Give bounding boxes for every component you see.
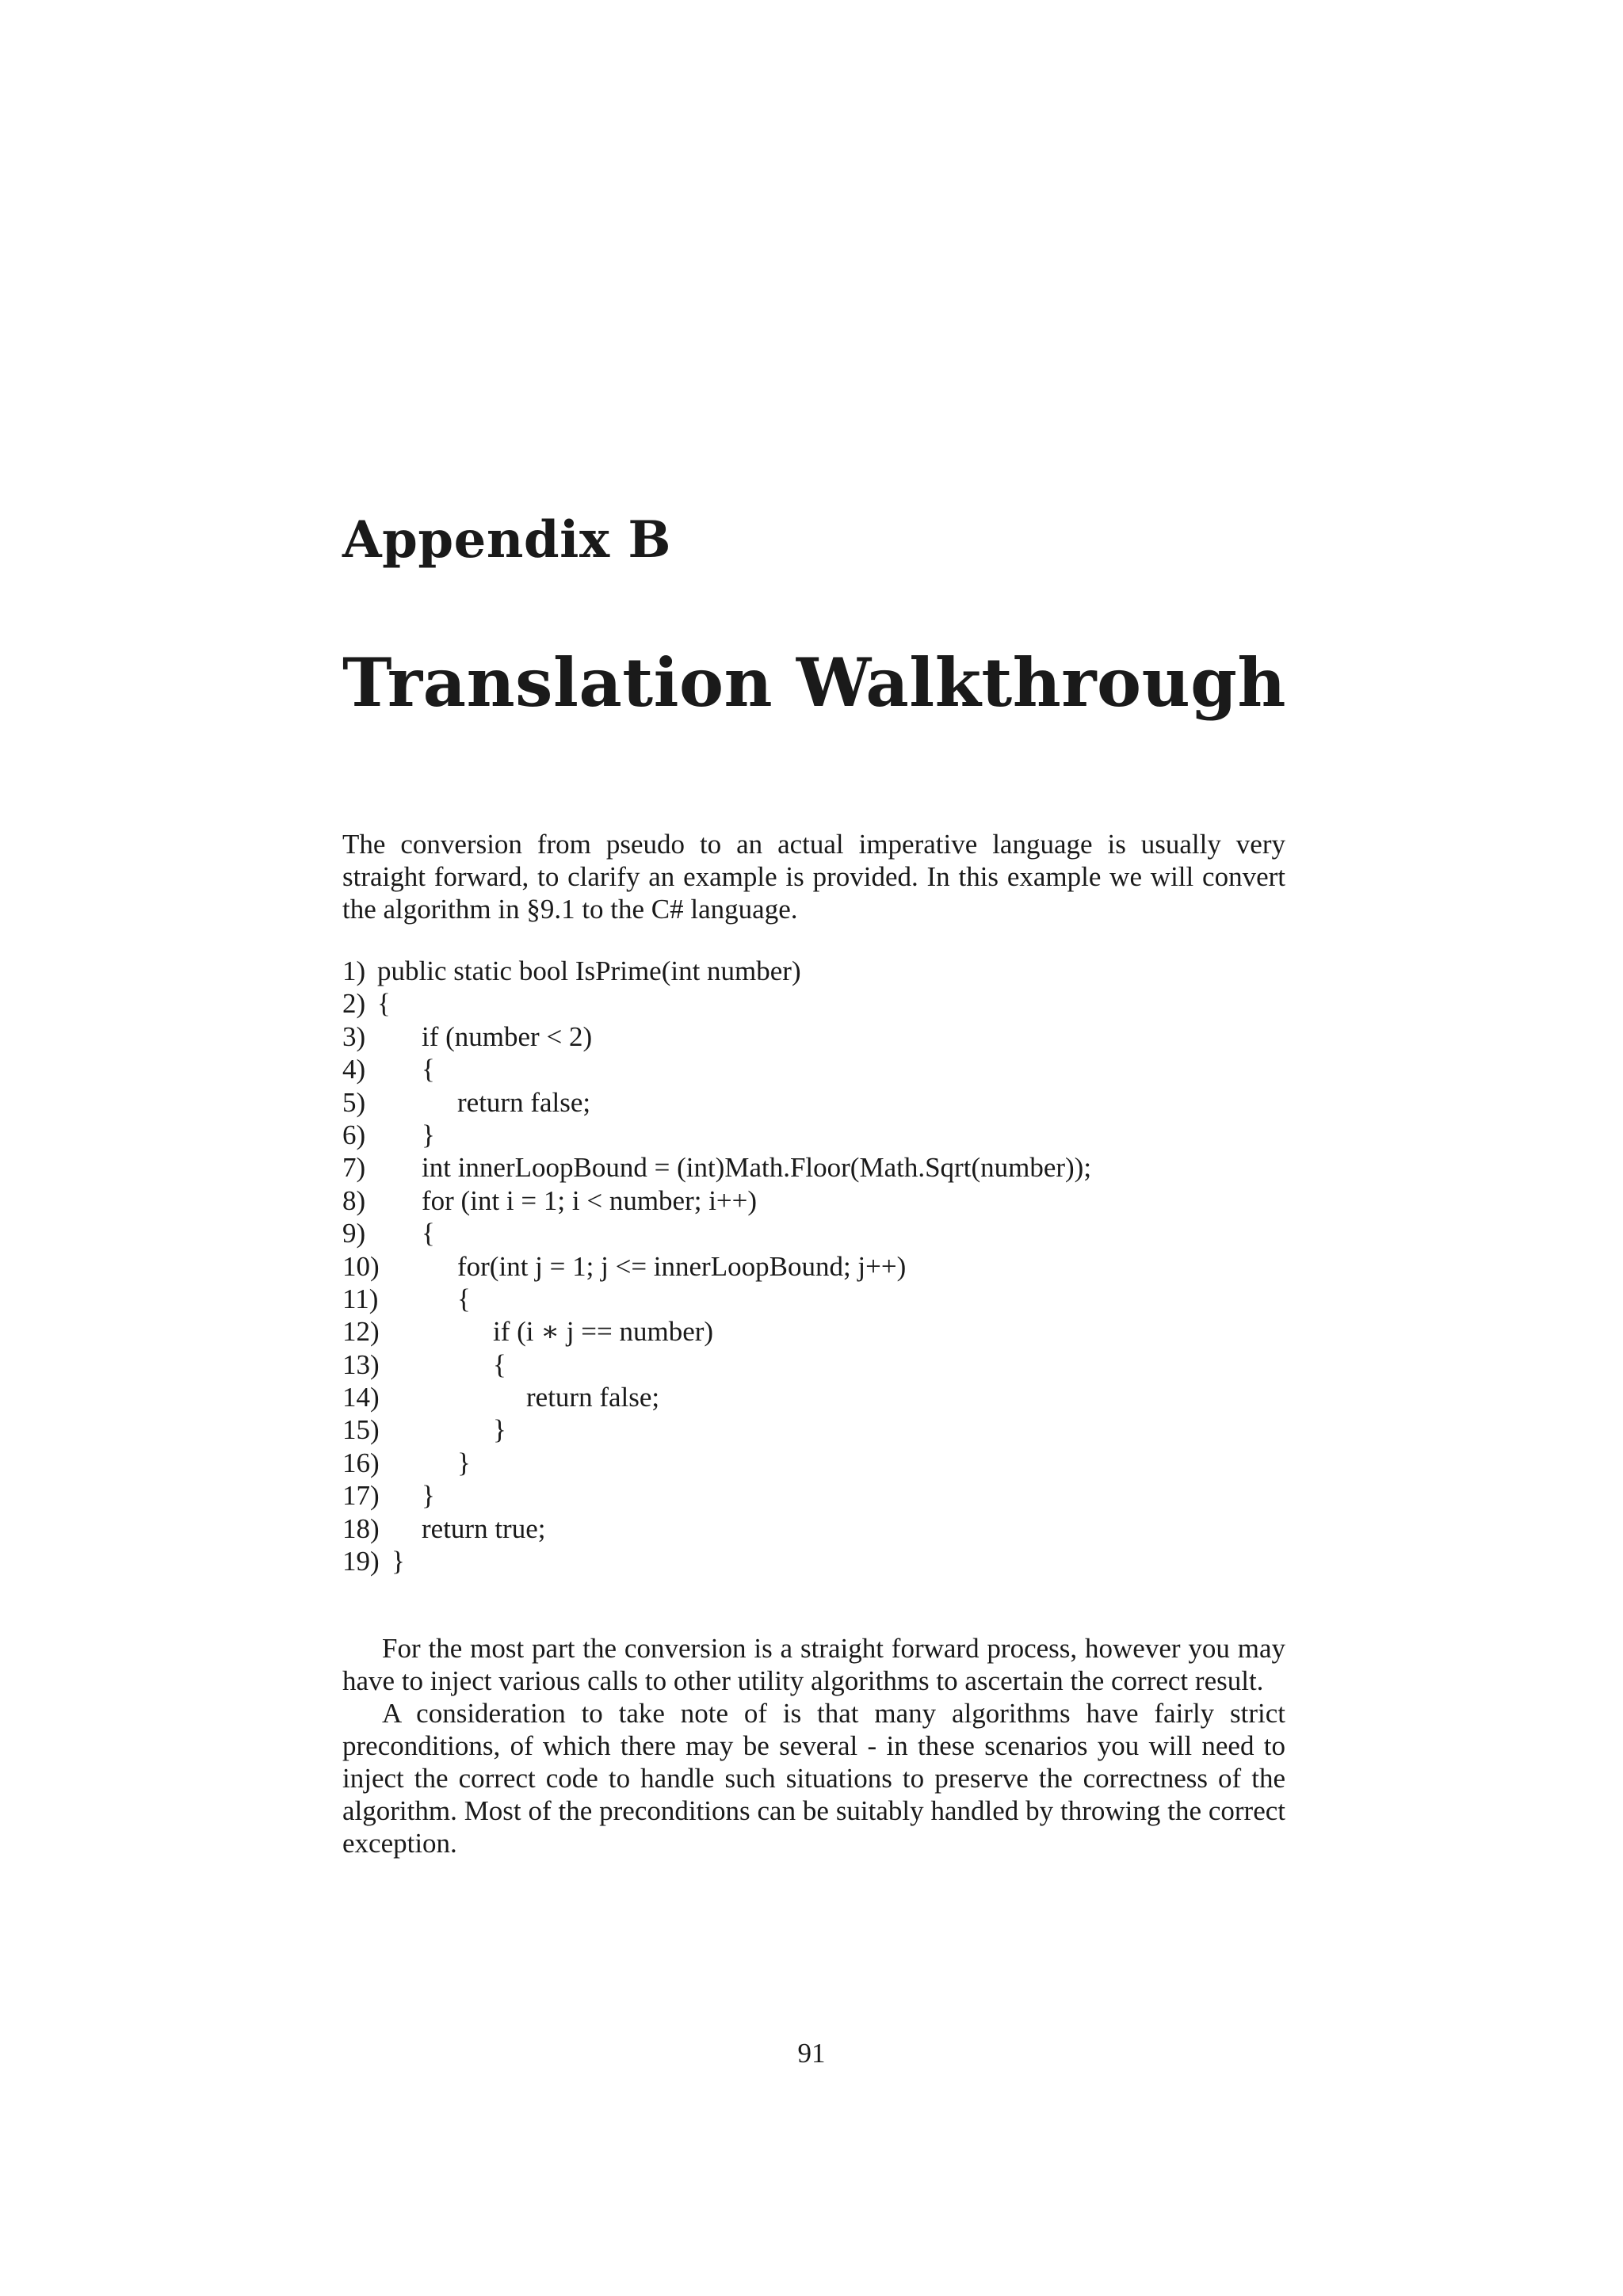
code-line — [342, 1545, 1285, 1577]
code-line-number: 17) — [342, 1480, 380, 1512]
code-line — [342, 1217, 1285, 1249]
outro-paragraph-1: For the most part the conversion is a straight forward process, however you may have to inject various calls to other utility algorithms to ascertain the correct result. — [342, 1633, 1285, 1696]
code-line-number: 1) — [342, 955, 366, 986]
code-line-text: } — [422, 1119, 435, 1150]
outro-paragraph-2: A consideration to take note of is that many algorithms have fairly strict preconditions, of which there may be several - in these scenarios you will need to inject the correct code to handle such situations to preserve the correctness of the algorithm. Most of the preconditions can be suitably handled by throwing the correct exception. — [342, 1698, 1285, 1859]
code-listing — [342, 955, 1285, 1577]
code-line-text: if (i ∗ j == number) — [493, 1316, 714, 1348]
code-line — [342, 1479, 1285, 1512]
code-line — [342, 1512, 1285, 1545]
code-line — [342, 1053, 1285, 1085]
code-line-number: 13) — [342, 1348, 380, 1380]
code-line — [342, 1119, 1285, 1151]
code-line-text: } — [493, 1414, 506, 1446]
code-line-text: } — [457, 1447, 471, 1478]
code-line-number: 16) — [342, 1447, 380, 1478]
code-line-number: 5) — [342, 1086, 366, 1118]
code-line-number: 9) — [342, 1218, 366, 1249]
code-line — [342, 1283, 1285, 1315]
code-line-number: 8) — [342, 1184, 366, 1216]
code-line-number: 11) — [342, 1283, 379, 1314]
code-line-number: 12) — [342, 1316, 380, 1348]
code-line-text: for (int i = 1; i < number; i++) — [422, 1184, 758, 1216]
code-line-text: { — [457, 1283, 471, 1314]
intro-section — [342, 828, 1285, 925]
code-line-text: } — [391, 1546, 405, 1577]
code-line-text: { — [422, 1054, 435, 1085]
code-line — [342, 1348, 1285, 1381]
code-line — [342, 955, 1285, 987]
code-line — [342, 1413, 1285, 1446]
code-line-number: 6) — [342, 1119, 366, 1150]
chapter-title: Translation Walkthrough — [342, 643, 1286, 722]
code-line-text: { — [493, 1348, 506, 1380]
code-line — [342, 1020, 1285, 1053]
code-line-number: 14) — [342, 1382, 380, 1413]
chapter-label: Appendix B — [342, 510, 671, 570]
code-line-number: 2) — [342, 988, 366, 1020]
code-line-text: { — [377, 988, 391, 1020]
page-number: 91 — [797, 2038, 826, 2069]
code-line-text: if (number < 2) — [422, 1020, 593, 1052]
code-line — [342, 1447, 1285, 1479]
code-line-number: 15) — [342, 1414, 380, 1446]
code-line-text: for(int j = 1; j <= innerLoopBound; j++) — [457, 1250, 907, 1282]
code-line — [342, 1250, 1285, 1283]
code-line — [342, 1086, 1285, 1119]
code-line-number: 18) — [342, 1512, 380, 1544]
code-line-text: return false; — [526, 1382, 660, 1413]
code-line-text: { — [422, 1218, 435, 1249]
code-line — [342, 1315, 1285, 1348]
code-line — [342, 1184, 1285, 1217]
code-line-text: public static bool IsPrime(int number) — [377, 955, 801, 986]
code-line-text: return false; — [457, 1086, 591, 1118]
code-line — [342, 1381, 1285, 1413]
code-line-text: return true; — [422, 1512, 546, 1544]
code-line-text: } — [422, 1480, 435, 1512]
code-line-number: 7) — [342, 1152, 366, 1184]
outro-section — [342, 1632, 1285, 1859]
code-line-text: int innerLoopBound = (int)Math.Floor(Math.Sqrt(number)); — [422, 1152, 1092, 1184]
code-line — [342, 1151, 1285, 1184]
code-line-number: 10) — [342, 1250, 380, 1282]
intro-paragraph: The conversion from pseudo to an actual imperative language is usually very straight forward, to clarify an example is provided. In this example we will convert the algorithm in §9.1 to the C# language. — [342, 829, 1285, 925]
code-line-number: 4) — [342, 1054, 366, 1085]
code-line-number: 19) — [342, 1546, 380, 1577]
code-line — [342, 987, 1285, 1020]
code-line-number: 3) — [342, 1020, 366, 1052]
